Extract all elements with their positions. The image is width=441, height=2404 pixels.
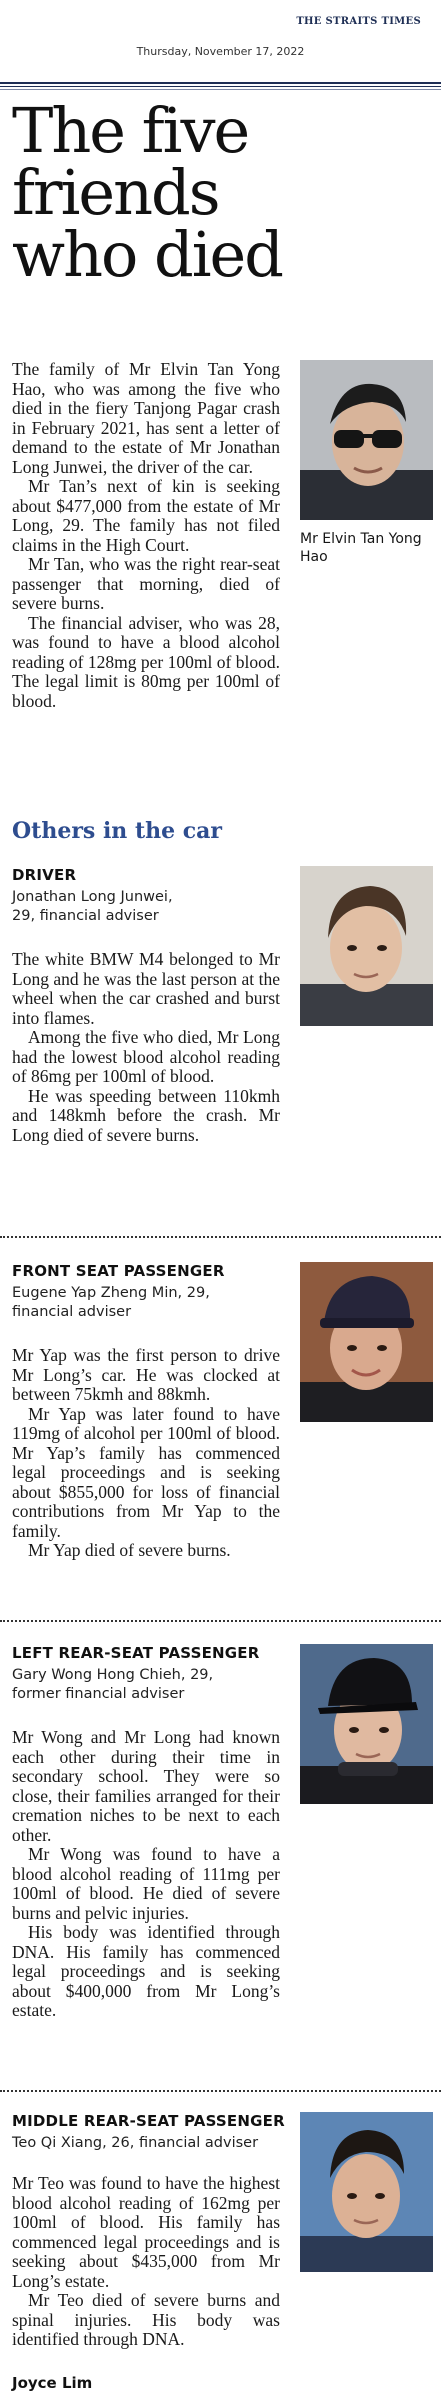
intro-story [12,360,280,711]
masthead-rule [0,89,441,90]
intro-paragraph: Mr Tan, who was the right rear-seat passenger that morning, died of severe burns. [12,554,280,613]
masthead-rule [0,86,441,87]
person-role: LEFT REAR-SEAT PASSENGER [12,1644,260,1662]
person-story [12,2174,280,2350]
masthead [0,0,441,96]
portrait-photo-gary-wong [300,1644,433,1804]
person-details: Eugene Yap Zheng Min, 29, financial adviser [12,1285,210,1320]
intro-paragraph: The family of Mr Elvin Tan Yong Hao, who was among the five who died in the fiery Tanjong Pagar crash in February 2021, has sent a letter of demand to the estate of Mr Jonathan Long Junwei, the driver of the car. [12,359,280,477]
publication-brand: THE STRAITS TIMES [296,16,421,27]
section-title: Others in the car [12,818,223,844]
person-details: Teo Qi Xiang, 26, financial adviser [12,2135,259,2151]
portrait-photo-teo-qi-xiang [300,2112,433,2272]
person-details: Gary Wong Hong Chieh, 29, former financial adviser [12,1667,214,1702]
portrait-eugene-yap-image [300,1262,433,1422]
person-role: MIDDLE REAR-SEAT PASSENGER [12,2112,285,2130]
story-paragraph: Mr Wong and Mr Long had known each other during their time in secondary school. They were so close, their families arranged for their cremation niches to be next to each other. [12,1727,280,1845]
story-paragraph: His body was identified through DNA. His family has commenced legal proceedings and is seeking about $400,000 from Mr Long’s estate. [12,1922,280,2020]
person-story [12,1728,280,2021]
person-story [12,950,280,1145]
story-paragraph: He was speeding between 110kmh and 148kmh before the crash. Mr Long died of severe burns. [12,1085,280,1145]
intro-paragraph: The financial adviser, who was 28, was found to have a blood alcohol reading of 128mg per 100ml of blood. The legal limit is 80mg per 100ml of blood. [12,612,280,711]
story-paragraph: Mr Teo died of severe burns and spinal injuries. His body was identified through DNA. [12,2290,280,2349]
person-details: Jonathan Long Junwei, 29, financial adviser [12,889,173,924]
portrait-teo-qi-xiang-image [300,2112,433,2272]
story-paragraph: Mr Yap died of severe burns. [28,1540,231,1560]
portrait-photo-eugene-yap [300,1262,433,1422]
headline: The five friends who died [12,94,282,291]
byline: Joyce Lim [12,2374,93,2392]
portrait-photo-elvin-tan [300,360,433,520]
person-role: FRONT SEAT PASSENGER [12,1262,225,1280]
story-paragraph: Among the five who died, Mr Long had the lowest blood alcohol reading of 86mg per 100ml of blood. [12,1027,280,1086]
portrait-elvin-tan-image [300,360,433,520]
section-divider [0,1620,441,1622]
intro-paragraph: Mr Tan’s next of kin is seeking about $477,000 from the estate of Mr Long, 29. The family has not filed claims in the High Court. [12,476,280,555]
portrait-jonathan-long-image [300,866,433,1026]
dateline: Thursday, November 17, 2022 [136,45,305,58]
section-divider [0,1236,441,1238]
section-divider [0,2090,441,2092]
portrait-photo-jonathan-long [300,866,433,1026]
story-paragraph: Mr Yap was the first person to drive Mr Long’s car. He was clocked at between 75kmh and 88kmh. [12,1345,280,1404]
person-role: DRIVER [12,866,77,884]
masthead-rule [0,82,441,84]
story-paragraph: The white BMW M4 belonged to Mr Long and he was the last person at the wheel when the car crashed and burst into flames. [12,949,280,1028]
story-paragraph: Mr Teo was found to have the highest blood alcohol reading of 162mg per 100ml of blood. His family has commenced legal proceedings and is seeking about $435,000 from Mr Long’s estate. [12,2173,280,2291]
story-paragraph: Mr Wong was found to have a blood alcohol reading of 111mg per 100ml of blood. He died of severe burns and pelvic injuries. [12,1844,280,1923]
photo-caption: Mr Elvin Tan Yong Hao [300,531,422,565]
portrait-gary-wong-image [300,1644,433,1804]
story-paragraph: Mr Yap was later found to have 119mg of alcohol per 100ml of blood. Mr Yap’s family has commenced legal proceedings and is seeking about $855,000 for loss of financial contributions from Mr Yap to the family. [12,1403,280,1541]
person-story [12,1346,280,1561]
